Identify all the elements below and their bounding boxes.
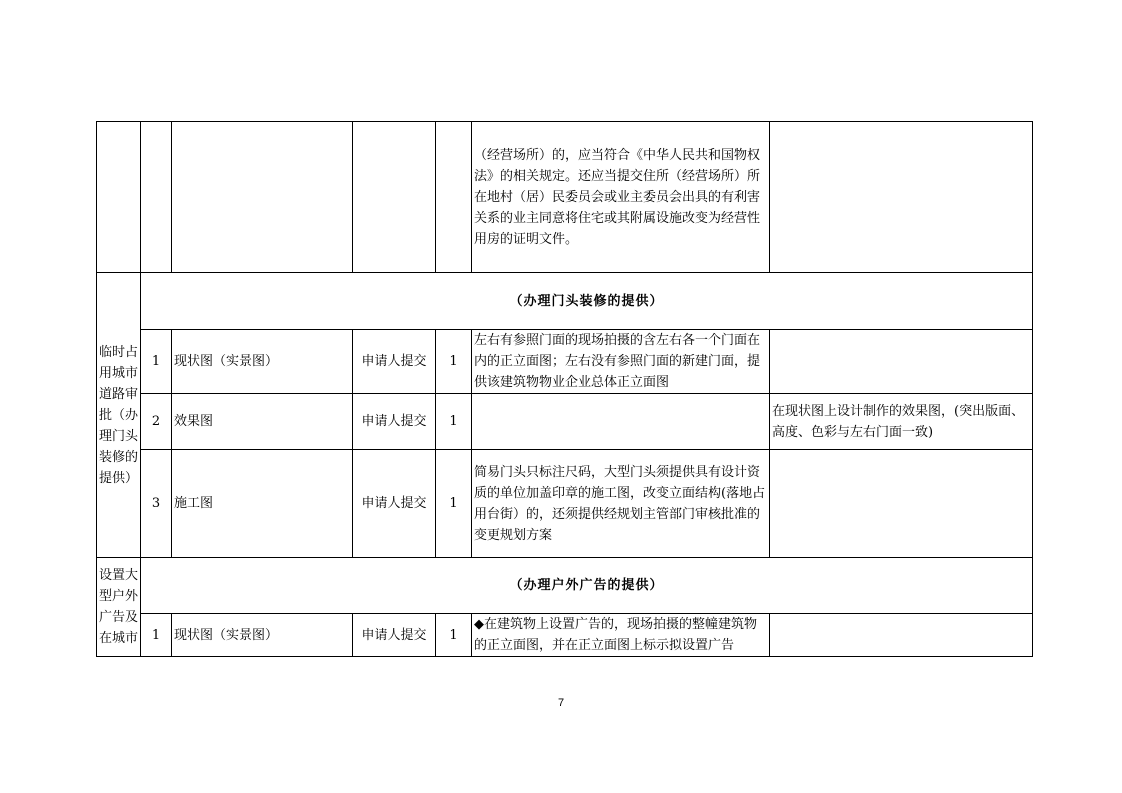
row-number: 1 [141, 330, 172, 394]
material-name: 现状图（实景图） [172, 614, 353, 657]
section-header-row [97, 273, 1033, 330]
material-note [770, 330, 1033, 394]
table-row-continuation [97, 122, 1033, 273]
material-requirement [472, 394, 770, 450]
table-row [97, 450, 1033, 558]
material-requirement: ◆在建筑物上设置广告的，现场拍摄的整幢建筑物的正立面图，并在正立面图上标示拟设置广告 [472, 614, 770, 657]
section-header-row [97, 558, 1033, 614]
material-name: 现状图（实景图） [172, 330, 353, 394]
table-row [97, 330, 1033, 394]
material-requirement: 左右有参照门面的现场拍摄的含左右各一个门面在内的正立面图；左右没有参照门面的新建门面，提供该建筑物物业企业总体正立面图 [472, 330, 770, 394]
row-number: 2 [141, 394, 172, 450]
material-copies: 1 [436, 450, 472, 558]
requirement-cell: （经营场所）的，应当符合《中华人民共和国物权法》的相关规定。还应当提交住所（经营场所）所在地村（居）民委员会或业主委员会出具的有利害关系的业主同意将住宅或其附属设施改变为经营性用房的证明文件。 [472, 122, 770, 273]
material-source: 申请人提交 [353, 614, 436, 657]
material-copies: 1 [436, 330, 472, 394]
material-requirement: 简易门头只标注尺码，大型门头须提供具有设计资质的单位加盖印章的施工图，改变立面结构(落地占用台街）的，还须提供经规划主管部门审核批准的变更规划方案 [472, 450, 770, 558]
category-billboard: 设置大型户外广告及在城市 [97, 558, 141, 657]
page-number: 7 [557, 697, 565, 709]
material-name: 效果图 [172, 394, 353, 450]
material-copies: 1 [436, 614, 472, 657]
material-copies: 1 [436, 394, 472, 450]
table-row [97, 394, 1033, 450]
table-row [97, 614, 1033, 657]
material-name-cell [172, 122, 353, 273]
category-cell [97, 122, 141, 273]
material-name: 施工图 [172, 450, 353, 558]
material-note [770, 614, 1033, 657]
row-number: 1 [141, 614, 172, 657]
row-number: 3 [141, 450, 172, 558]
section-title-storefront: （办理门头装修的提供） [141, 273, 1033, 330]
material-note [770, 450, 1033, 558]
materials-table [96, 121, 1033, 657]
category-storefront: 临时占用城市道路审批（办理门头装修的提供） [97, 273, 141, 558]
material-source: 申请人提交 [353, 394, 436, 450]
note-cell [770, 122, 1033, 273]
copies-cell [436, 122, 472, 273]
material-note: 在现状图上设计制作的效果图，(突出版面、高度、色彩与左右门面一致) [770, 394, 1033, 450]
material-source: 申请人提交 [353, 450, 436, 558]
source-cell [353, 122, 436, 273]
material-source: 申请人提交 [353, 330, 436, 394]
section-title-billboard: （办理户外广告的提供） [141, 558, 1033, 614]
number-cell [141, 122, 172, 273]
